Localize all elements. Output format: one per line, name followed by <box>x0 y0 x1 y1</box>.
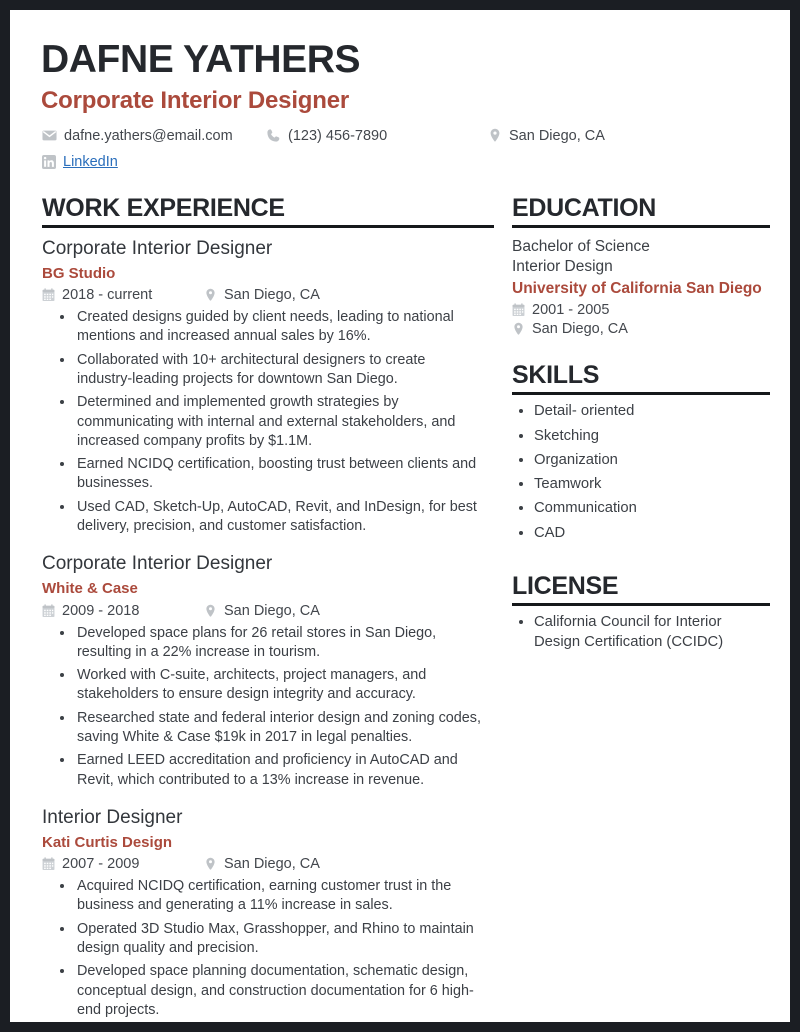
job-location <box>204 603 320 619</box>
section-title-license: LICENSE <box>512 571 619 600</box>
job-bullet: • Acquired NCIDQ certification, earning customer trust in the business and generating a 11% increase in sales. <box>75 877 482 916</box>
location-pin-icon <box>204 604 217 618</box>
job-bullet: • Collaborated with 10+ architectural designers to create industry-leading projects for downtown San Diego. <box>75 351 482 390</box>
job-meta <box>42 856 482 872</box>
education-dates-text: 2001 - 2005 <box>532 302 610 319</box>
license-item: • California Council for Interior Design Certification (CCIDC) <box>534 613 770 652</box>
job-bullets <box>42 877 482 1020</box>
job-dates <box>42 856 204 872</box>
job-company: White & Case <box>42 580 138 598</box>
section-divider <box>42 225 494 228</box>
job-bullet: • Worked with C-suite, architects, project managers, and stakeholders to ensure design integrity and accuracy. <box>75 666 482 705</box>
contact-linkedin[interactable] <box>42 154 118 170</box>
location-pin-icon <box>204 288 217 302</box>
job-entry <box>42 806 482 1020</box>
calendar-icon <box>512 303 525 317</box>
job-location <box>204 287 320 303</box>
job-bullet: • Developed space planning documentation, schematic design, conceptual design, and construction documentation for 6 high-end projects. <box>75 962 482 1020</box>
education-location-text: San Diego, CA <box>532 321 628 338</box>
education-school: University of California San Diego <box>512 280 762 297</box>
job-entry <box>42 237 482 537</box>
location-pin-icon <box>204 857 217 871</box>
section-title-skills: SKILLS <box>512 361 600 390</box>
skill-item: • Communication <box>534 499 770 518</box>
contact-linkedin-text: LinkedIn <box>63 153 118 170</box>
resume-body <box>32 195 768 1022</box>
job-bullet: • Used CAD, Sketch-Up, AutoCAD, Revit, and InDesign, for best delivery, precision, and customer satisfaction. <box>75 498 482 537</box>
envelope-icon <box>42 128 57 143</box>
job-location-text: San Diego, CA <box>224 602 320 619</box>
job-dates-text: 2018 - current <box>62 287 153 304</box>
job-location-text: San Diego, CA <box>224 856 320 873</box>
job-title: Interior Designer <box>42 806 183 828</box>
job-meta <box>42 603 482 619</box>
contact-location-text: San Diego, CA <box>509 127 605 144</box>
job-bullet: • Researched state and federal interior design and zoning codes, saving White & Case $19k in 2017 in legal penalties. <box>75 709 482 748</box>
skill-item: • Teamwork <box>534 475 770 494</box>
skill-item: • CAD <box>534 524 770 543</box>
section-divider <box>512 603 770 606</box>
license-list <box>512 613 770 652</box>
calendar-icon <box>42 288 55 302</box>
job-meta <box>42 287 482 303</box>
left-column <box>42 195 494 1022</box>
job-dates <box>42 287 204 303</box>
job-dates-text: 2007 - 2009 <box>62 856 140 873</box>
job-bullet: • Earned LEED accreditation and proficiency in AutoCAD and Revit, which contributed to a 13% increase in revenue. <box>75 751 482 790</box>
education-dates <box>512 302 770 318</box>
resume-page <box>10 10 790 1022</box>
location-pin-icon <box>488 128 502 143</box>
section-skills <box>512 362 770 543</box>
job-bullets <box>42 308 482 536</box>
job-title: Corporate Interior Designer <box>42 553 273 575</box>
phone-icon <box>266 128 281 143</box>
right-column <box>494 195 770 1022</box>
contact-location <box>488 128 605 144</box>
job-company: BG Studio <box>42 264 116 282</box>
skill-item: • Sketching <box>534 427 770 446</box>
job-location <box>204 856 320 872</box>
skills-list <box>512 402 770 542</box>
job-bullet: • Developed space plans for 26 retail stores in San Diego, resulting in a 22% increase in tourism. <box>75 624 482 663</box>
contact-row-primary <box>42 125 768 147</box>
job-bullet: • Created designs guided by client needs, leading to national mentions and increased annual sales by 16%. <box>75 308 482 347</box>
location-pin-icon <box>512 322 525 336</box>
education-degree: Bachelor of Science <box>512 237 650 255</box>
section-education <box>512 195 770 338</box>
calendar-icon <box>42 604 55 618</box>
section-title-education: EDUCATION <box>512 193 657 222</box>
contact-phone-text: (123) 456-7890 <box>288 127 388 144</box>
skill-item: • Organization <box>534 451 770 470</box>
job-company: Kati Curtis Design <box>42 833 173 851</box>
calendar-icon <box>42 857 55 871</box>
linkedin-icon <box>42 155 56 169</box>
candidate-name: DAFNE YATHERS <box>41 38 361 81</box>
section-license <box>512 573 770 652</box>
job-location-text: San Diego, CA <box>224 287 320 304</box>
education-field: Interior Design <box>512 258 613 276</box>
skill-item: • Detail- oriented <box>534 402 770 421</box>
job-bullet: • Operated 3D Studio Max, Grasshopper, and Rhino to maintain design quality and precision. <box>75 920 482 959</box>
job-bullet: • Determined and implemented growth strategies by communicating with internal and external stakeholders, and increased company profits by $1.1M. <box>75 393 482 451</box>
job-entry <box>42 552 482 790</box>
education-location <box>512 321 770 337</box>
job-dates-text: 2009 - 2018 <box>62 602 140 619</box>
job-title: Corporate Interior Designer <box>42 237 273 259</box>
section-work-experience <box>42 195 482 1021</box>
contact-email[interactable] <box>42 128 266 144</box>
education-entry <box>512 237 770 337</box>
section-title-work-experience: WORK EXPERIENCE <box>42 193 285 222</box>
section-divider <box>512 392 770 395</box>
contact-info <box>32 125 768 173</box>
candidate-role: Corporate Interior Designer <box>41 86 349 114</box>
job-dates <box>42 603 204 619</box>
job-bullets <box>42 624 482 790</box>
contact-row-secondary <box>42 151 768 173</box>
section-divider <box>512 225 770 228</box>
contact-phone[interactable] <box>266 128 488 144</box>
resume-header <box>32 40 768 173</box>
contact-email-text: dafne.yathers@email.com <box>64 127 233 144</box>
job-bullet: • Earned NCIDQ certification, boosting trust between clients and businesses. <box>75 455 482 494</box>
